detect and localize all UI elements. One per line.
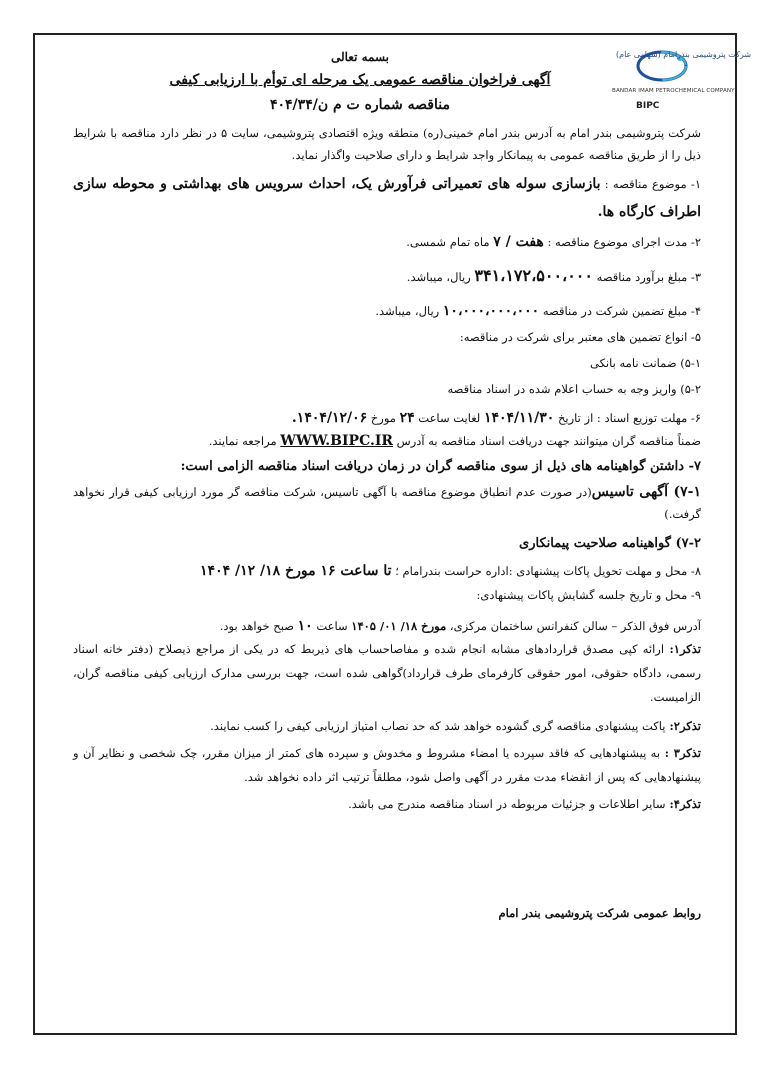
document-body (73, 122, 701, 815)
item-text: مراجعه نمایند. (208, 434, 281, 448)
logo-ring-icon (610, 40, 720, 90)
guarantee-type-2: ۵-۲) واریز وجه به حساب اعلام شده در اسناد مناقصه (447, 382, 701, 396)
note-text: به پیشنهادهایی که فاقد سپرده یا امضاء مشروط و مخدوش و سپرده های کمتر از میزان مقرر، چک شخصی و نظایر آن و پیشنهادهایی که پس از انقضاء مدت مقرر در آگهی واصل شود، مطلقاً ترتیب اثر داده نخواهد شد. (73, 746, 701, 784)
website-link[interactable]: WWW.BIPC.IR (280, 433, 394, 449)
certificate-1 (73, 481, 701, 525)
subject-value: بازسازی سوله های تعمیراتی فرآورش یک، احداث سرویس های بهداشتی و محوطه سازی اطراف کارگاه ها. (73, 176, 701, 220)
item-label: ۳- مبلغ برآورد مناقصه (593, 270, 701, 284)
distribution-to: ۱۴۰۴/۱۲/۰۶. (291, 410, 368, 426)
note-3 (73, 741, 701, 789)
item-opening: ۹- محل و تاریخ جلسه گشایش پاکات پیشنهادی: (476, 588, 701, 602)
note-label: تذکر۲: (665, 719, 701, 733)
intro-paragraph: شرکت پتروشیمی بندر امام به آدرس بندر امام خمینی(ره) منطقه ویژه اقتصادی پتروشیمی، سایت ۵ در نظر دارد مناقصه با شرایط ذیل را از طریق مناقصه عمومی به پیمانکار واجد شرایط و دارای صلاحیت واگذار نماید. (73, 126, 701, 162)
guarantee-value: ۱۰،۰۰۰،۰۰۰،۰۰۰ (442, 303, 540, 319)
item-label: ۴- مبلغ تضمین شرکت در مناقصه (539, 304, 701, 318)
note-label: تذکر۳ : (660, 746, 701, 760)
logo-name-en: BANDAR IMAM PETROCHEMICAL COMPANY (612, 88, 735, 94)
note-text: پاکت پیشنهادی مناقصه گری گشوده خواهد شد که حد نصاب امتیاز ارزیابی کیفی را کسب نمایند. (210, 719, 666, 733)
cert-1-text: (در صورت عدم انطباق موضوع مناقصه با آگهی تاسیس، شرکت مناقصه گر مورد ارزیابی کیفی قرار نخواهد گرفت.) (73, 485, 701, 521)
opening-hour: ۱۰ (297, 618, 313, 634)
item-text: ساعت (312, 619, 352, 633)
logo-name-fa: شرکت پتروشیمی بندرامام (سهامی عام) (616, 50, 752, 59)
item-label: ۲- مدت اجرای موضوع مناقصه : (543, 235, 701, 249)
item-estimate (73, 266, 701, 287)
item-text: آدرس فوق الذکر – سالن کنفرانس ساختمان مرکزی، (446, 619, 701, 633)
item-suffix: ریال، میباشد. (406, 270, 475, 284)
cert-1-label: ۷-۱) آگهی تاسیس (591, 484, 701, 500)
item-label: ۶- مهلت توزیع اسناد : از تاریخ (554, 411, 701, 425)
item-suffix: ریال، میباشد. (375, 304, 443, 318)
certificate-2: ۷-۲) گواهینامه صلاحیت پیمانکاری (519, 536, 701, 551)
item-text: مورخ (367, 411, 400, 425)
guarantee-type-1: ۵-۱) ضمانت نامه بانکی (590, 356, 701, 370)
basmala: بسمه تعالی (330, 50, 390, 64)
item-label: ۸- محل و مهلت تحویل پاکات پیشنهادی :اداره حراست بندرامام ؛ (391, 564, 701, 578)
note-text: سایر اطلاعات و جزئیات مربوطه در اسناد مناقصه مندرج می باشد. (348, 797, 666, 811)
estimate-value: ۳۴۱،۱۷۲،۵۰۰،۰۰۰ (474, 266, 593, 285)
note-1 (73, 637, 701, 709)
note-2 (73, 715, 701, 737)
note-label: تذکر۴: (665, 797, 701, 811)
signature: روابط عمومی شرکت پتروشیمی بندر امام (498, 906, 701, 920)
item-delivery (73, 559, 701, 583)
tender-number: مناقصه شماره ت م ن/۴۰۴/۳۴ (270, 97, 450, 113)
note-4 (73, 793, 701, 815)
logo-abbr: BIPC (636, 101, 660, 111)
item-guarantee (73, 301, 701, 321)
distribution-from: ۱۴۰۴/۱۱/۳۰ (483, 410, 555, 426)
opening-details (73, 615, 701, 637)
page-title: آگهی فراخوان مناقصه عمومی یک مرحله ای توأم با ارزیابی کیفی (169, 72, 551, 88)
item-certificates: ۷- داشتن گواهینامه های ذیل از سوی مناقصه گران در زمان دریافت اسناد مناقصه الزامی است: (180, 459, 701, 474)
item-text: لغایت ساعت (414, 411, 484, 425)
delivery-value: تا ساعت ۱۶ مورخ ۱۸/ ۱۲/ ۱۴۰۴ (200, 563, 392, 579)
item-suffix: ماه تمام شمسی. (406, 235, 494, 249)
opening-date: مورخ ۱۸/ ۰۱/ ۱۴۰۵ (351, 619, 447, 633)
duration-value: هفت / ۷ (493, 234, 544, 250)
item-text: ضمناً مناقصه گران میتوانند جهت دریافت اسناد مناقصه به آدرس (393, 434, 701, 448)
note-text: ارائه کپی مصدق قراردادهای مشابه انجام شده و مفاصاحساب های ذیربط که در یکی از مراجع ذیصلاح (دفتر خانه اسناد رسمی، دادگاه حقوقی، امور حقوقی کارفرمای طرف قرارداد)گواهی شده است، جهت بررسی مدارک ارزیابی کیفی مناقصه گران، الزامیست. (73, 642, 701, 704)
item-distribution (73, 407, 701, 429)
note-label: تذکر۱: (664, 642, 702, 656)
item-label: ۱- موضوع مناقصه : (600, 177, 701, 191)
item-subject (73, 170, 701, 226)
item-text: صبح خواهد بود. (219, 619, 298, 633)
company-logo (610, 40, 752, 125)
item-duration (73, 232, 701, 252)
item-guarantee-types: ۵- انواع تضمین های معتبر برای شرکت در مناقصه: (459, 330, 701, 344)
distribution-hour: ۲۴ (399, 410, 415, 426)
website-line (73, 431, 701, 451)
